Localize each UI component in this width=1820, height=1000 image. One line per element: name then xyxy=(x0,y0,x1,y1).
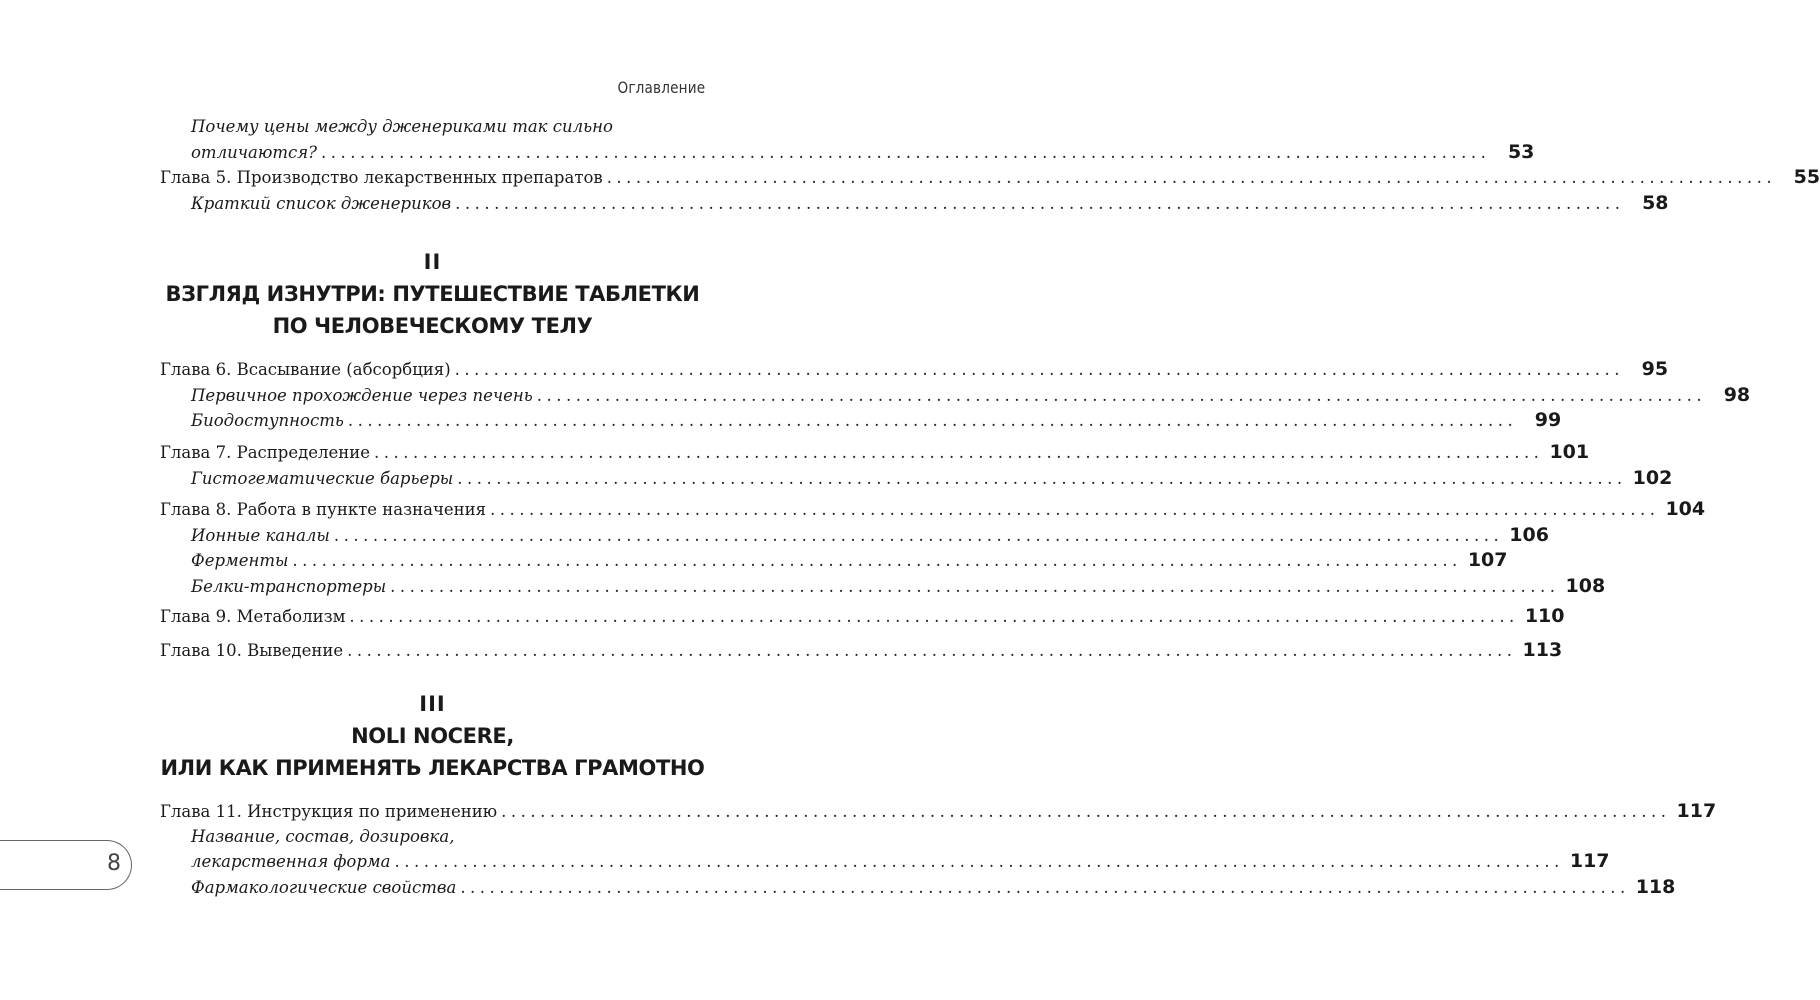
toc-subentry xyxy=(160,574,1606,600)
toc-entry-page-number: 106 xyxy=(1509,523,1549,546)
toc-entry-title: Ионные каналы xyxy=(191,525,330,545)
toc-entry-page-number: 110 xyxy=(1524,605,1565,627)
part-2-title-line-2: ПО ЧЕЛОВЕЧЕСКОМУ ТЕЛУ xyxy=(272,314,593,338)
toc-block-5 xyxy=(160,604,1565,630)
toc-entry-title: Глава 5. Производство лекарственных препаратов xyxy=(160,168,603,187)
part-2-numeral: II xyxy=(423,250,442,274)
toc-chapter-entry xyxy=(160,638,1563,664)
dot-leader: ........................................................................................................................ xyxy=(347,641,1517,660)
toc-entry-title: лекарственная форма xyxy=(191,852,391,871)
dot-leader: ........................................................................................................................ xyxy=(606,168,1777,187)
toc-chapter-entry xyxy=(160,497,1706,523)
toc-subentry xyxy=(160,140,1535,166)
toc-entry-page-number: 102 xyxy=(1632,466,1673,489)
dot-leader: ........................................................................................................................ xyxy=(349,607,1519,626)
toc-entry-page-number: 117 xyxy=(1676,800,1717,822)
toc-entry-page-number: 101 xyxy=(1549,441,1590,463)
dot-leader: ........................................................................................................................ xyxy=(394,852,1564,871)
dot-leader: ........................................................................................................................ xyxy=(501,802,1671,821)
toc-entry-page-number: 117 xyxy=(1569,850,1610,872)
part-3-title-line-1: NOLI NOCERE, xyxy=(351,724,514,748)
toc-entry-wrapped-line: Название, состав, дозировка, xyxy=(191,826,455,846)
toc-chapter-entry xyxy=(160,165,1820,191)
dot-leader: ........................................................................................................................ xyxy=(321,142,1491,162)
toc-subentry xyxy=(160,408,1562,434)
dot-leader: ........................................................................................................................ xyxy=(457,468,1627,488)
part-3-title-line-2: ИЛИ КАК ПРИМЕНЯТЬ ЛЕКАРСТВА ГРАМОТНО xyxy=(160,756,705,780)
toc-block-7 xyxy=(160,799,1717,900)
toc-subentry xyxy=(160,849,1610,875)
toc-block-6 xyxy=(160,638,1563,664)
toc-entry-page-number: 58 xyxy=(1642,191,1669,214)
dot-leader: ........................................................................................................................ xyxy=(292,551,1462,570)
toc-entry-title: Глава 8. Работа в пункте назначения xyxy=(160,500,487,519)
running-head: Оглавление xyxy=(617,78,705,97)
toc-block-2 xyxy=(160,357,1751,434)
toc-block-1 xyxy=(160,115,1820,216)
part-2-title-line-1: ВЗГЛЯД ИЗНУТРИ: ПУТЕШЕСТВИЕ ТАБЛЕТКИ xyxy=(165,282,700,306)
toc-entry-page-number: 118 xyxy=(1635,875,1676,898)
toc-entry-page-number: 108 xyxy=(1565,574,1606,597)
dot-leader: ........................................................................................................................ xyxy=(347,411,1518,430)
toc-entry-page-number: 95 xyxy=(1641,358,1669,380)
toc-subentry xyxy=(160,191,1669,217)
toc-entry-title: Первичное прохождение через печень xyxy=(191,385,533,405)
toc-entry-title: Глава 6. Всасывание (абсорбция) xyxy=(160,360,451,379)
toc-entry-title: Глава 10. Выведение xyxy=(160,641,344,660)
part-3-heading xyxy=(160,688,705,784)
dot-leader: ........................................................................................................................ xyxy=(490,500,1660,519)
toc-subentry xyxy=(160,466,1673,492)
part-2-heading xyxy=(160,246,705,342)
toc-entry-title: Краткий список дженериков xyxy=(191,193,452,213)
toc-entry-wrapped-line: Почему цены между дженериками так сильно xyxy=(191,117,613,136)
toc-entry-page-number: 99 xyxy=(1534,409,1562,431)
part-3-numeral: III xyxy=(419,692,446,716)
toc-entry-page-number: 113 xyxy=(1522,639,1563,661)
dot-leader: ........................................................................................................................ xyxy=(536,385,1707,405)
toc-subentry xyxy=(160,523,1549,549)
toc-entry-page-number: 104 xyxy=(1665,498,1706,520)
dot-leader: ........................................................................................................................ xyxy=(333,525,1504,545)
toc-entry-title: отличаются? xyxy=(191,142,317,162)
toc-block-3 xyxy=(160,440,1673,491)
page-number: 8 xyxy=(107,851,121,876)
toc-entry-title: Биодоступность xyxy=(191,411,344,430)
dot-leader: ........................................................................................................................ xyxy=(454,360,1625,379)
toc-chapter-entry xyxy=(160,357,1669,383)
toc-entry-page-number: 53 xyxy=(1507,140,1535,163)
toc-entry-title: Глава 11. Инструкция по применению xyxy=(160,802,498,821)
dot-leader: ........................................................................................................................ xyxy=(374,443,1544,462)
toc-entry-page-number: 107 xyxy=(1467,549,1508,571)
toc-chapter-entry xyxy=(160,604,1565,630)
toc-chapter-entry xyxy=(160,440,1590,466)
toc-subentry xyxy=(160,875,1676,901)
toc-entry-title: Фармакологические свойства xyxy=(191,877,457,897)
toc-entry-title: Гистогематические барьеры xyxy=(191,468,454,488)
toc-entry-title: Ферменты xyxy=(191,551,289,570)
toc-subentry xyxy=(160,383,1751,409)
page-number-tab xyxy=(0,840,132,890)
toc-entry-page-number: 55 xyxy=(1793,166,1820,188)
toc-entry-title: Белки-транспортеры xyxy=(191,576,387,596)
dot-leader: ........................................................................................................................ xyxy=(455,193,1625,213)
toc-entry-page-number: 98 xyxy=(1723,383,1751,406)
toc-block-4 xyxy=(160,497,1706,599)
toc-entry-title: Глава 7. Распределение xyxy=(160,443,371,462)
dot-leader: ........................................................................................................................ xyxy=(390,576,1560,596)
toc-subentry xyxy=(160,548,1508,574)
dot-leader: ........................................................................................................................ xyxy=(460,877,1630,897)
toc-entry-title: Глава 9. Метаболизм xyxy=(160,607,346,626)
toc-chapter-entry xyxy=(160,799,1717,825)
